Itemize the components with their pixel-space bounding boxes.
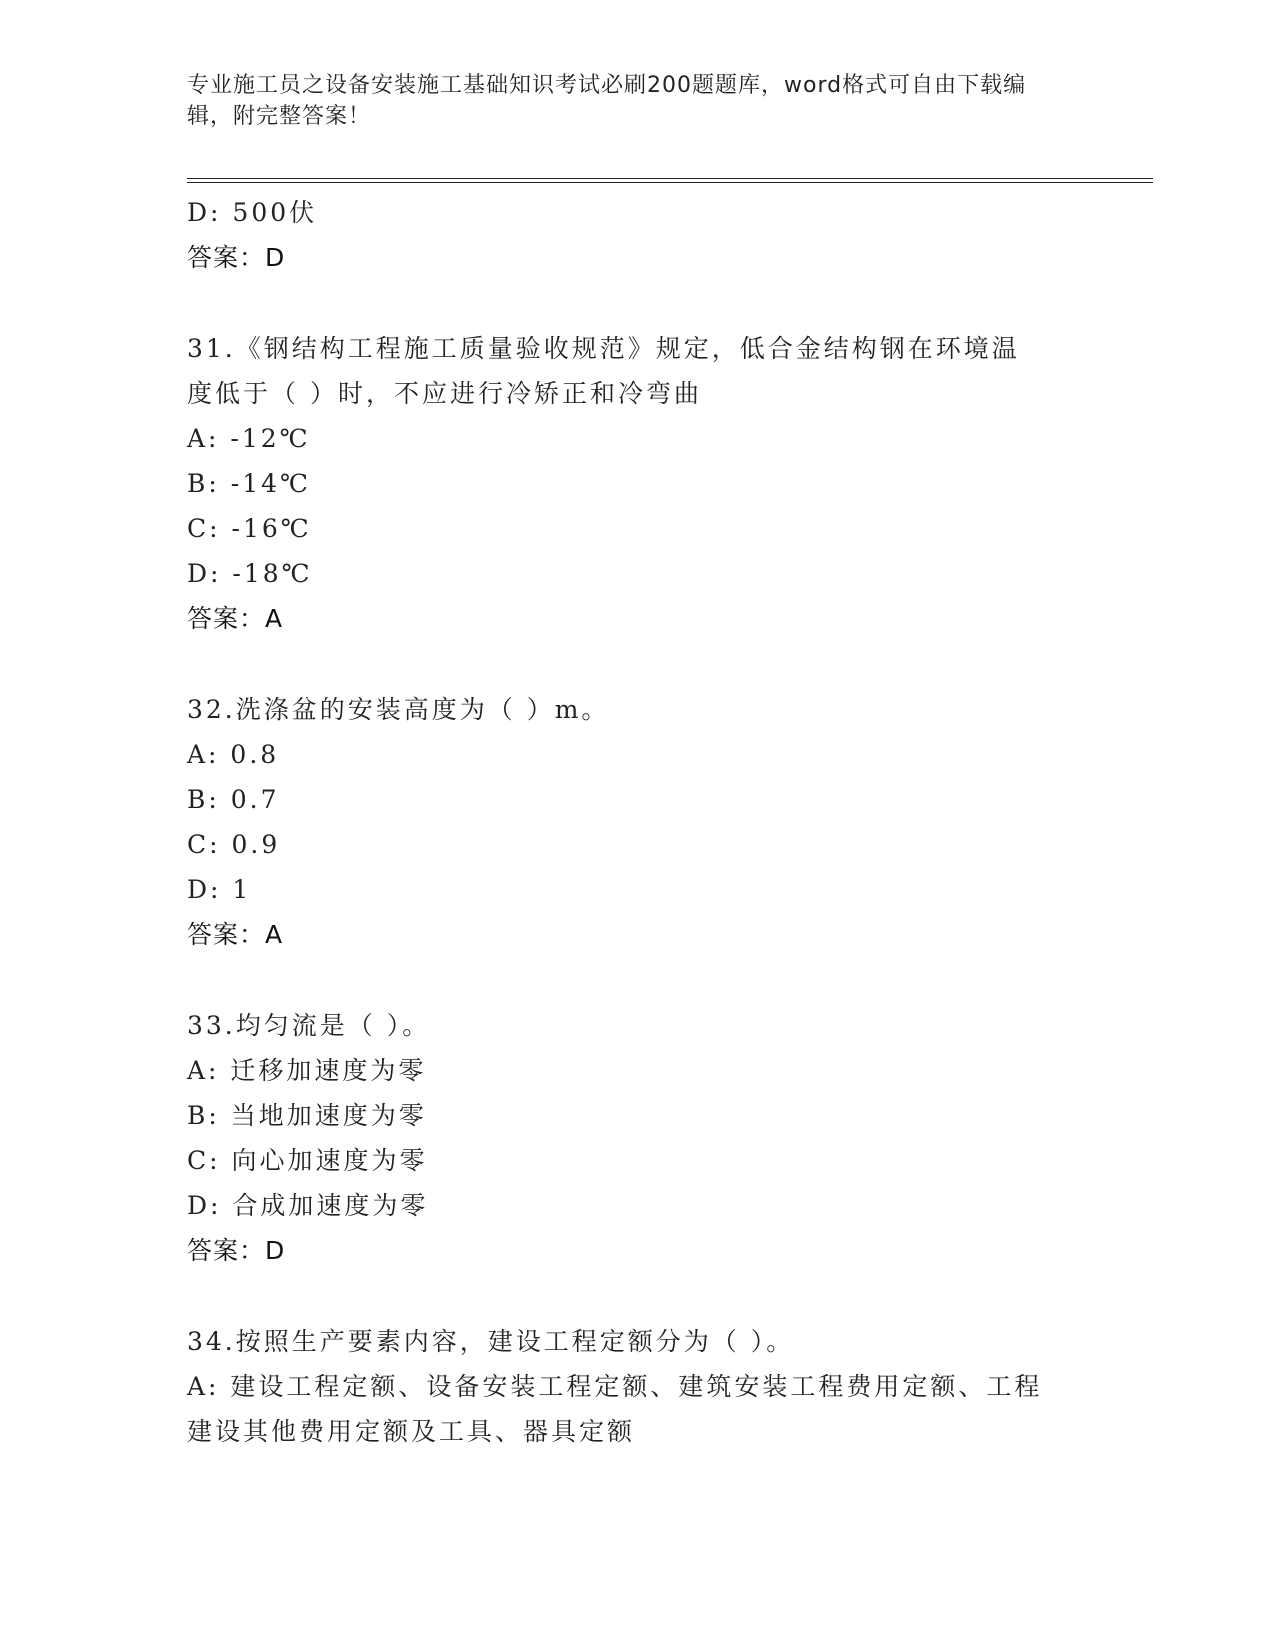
question-stem: 31.《钢结构工程施工质量验收规范》规定，低合金结构钢在环境温度低于（ ）时，不应进行冷矫正和冷弯曲 xyxy=(187,334,1020,408)
answer-line: 答案：A xyxy=(187,920,284,949)
option-b: B: -14℃ xyxy=(187,469,311,498)
question-32 xyxy=(187,687,1087,957)
header-rule-top xyxy=(187,178,1153,179)
question-33 xyxy=(187,1003,1087,1273)
question-31 xyxy=(187,326,1087,641)
document-body xyxy=(187,190,1087,1454)
previous-question-tail xyxy=(187,190,1087,280)
document-header xyxy=(187,70,1067,132)
question-34 xyxy=(187,1319,1087,1454)
question-stem: 32.洗涤盆的安装高度为（ ）m。 xyxy=(187,695,610,724)
header-rule-bottom xyxy=(187,182,1153,183)
option-a: A: 建设工程定额、设备安装工程定额、建筑安装工程费用定额、工程建设其他费用定额及工具、器具定额 xyxy=(187,1372,1043,1446)
answer-line: 答案：D xyxy=(187,243,286,272)
option-d: D: 500伏 xyxy=(187,198,318,227)
question-stem: 33.均匀流是（ ）。 xyxy=(187,1011,431,1040)
option-a: A: 0.8 xyxy=(187,740,280,769)
option-c: C: 向心加速度为零 xyxy=(187,1146,428,1175)
option-a: A: 迁移加速度为零 xyxy=(187,1056,427,1085)
option-b: B: 当地加速度为零 xyxy=(187,1101,427,1130)
answer-line: 答案：D xyxy=(187,1236,286,1265)
answer-line: 答案：A xyxy=(187,604,284,633)
option-c: C: -16℃ xyxy=(187,514,312,543)
option-d: D: 合成加速度为零 xyxy=(187,1191,429,1220)
option-b: B: 0.7 xyxy=(187,785,280,814)
option-a: A: -12℃ xyxy=(187,424,311,453)
header-title: 专业施工员之设备安装施工基础知识考试必刷200题题库，word格式可自由下载编辑，附完整答案！ xyxy=(187,73,1027,129)
question-stem: 34.按照生产要素内容，建设工程定额分为（ ）。 xyxy=(187,1327,795,1356)
option-d: D: -18℃ xyxy=(187,559,313,588)
option-c: C: 0.9 xyxy=(187,830,281,859)
option-d: D: 1 xyxy=(187,875,252,904)
